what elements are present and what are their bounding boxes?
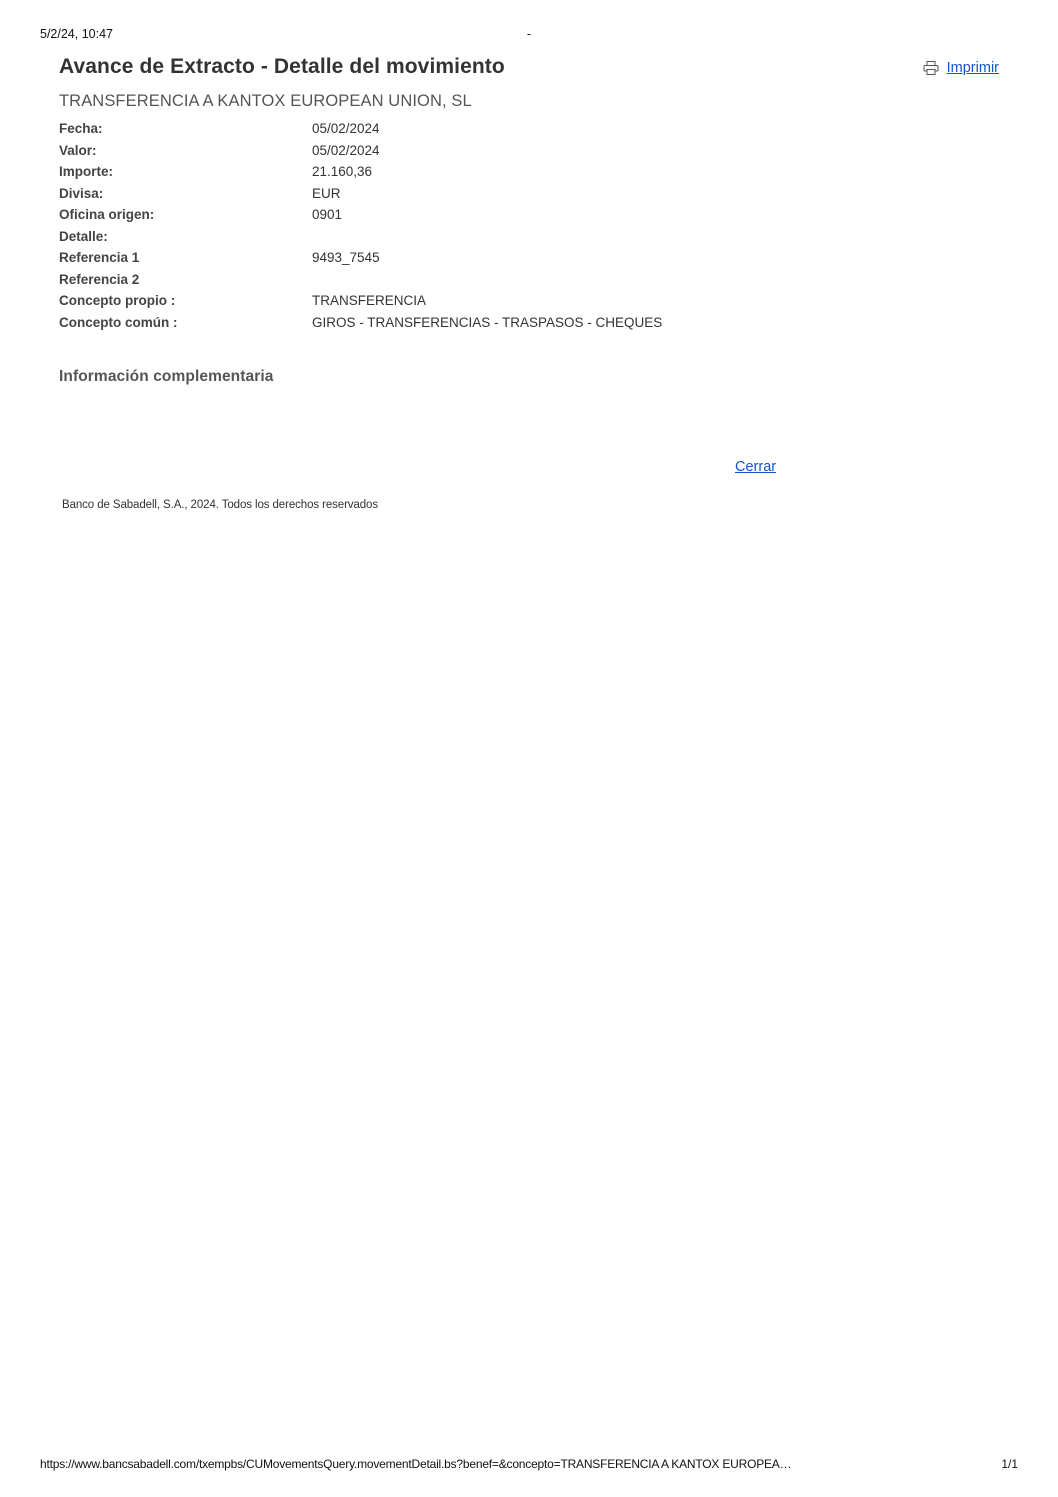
row-label: Concepto propio :: [59, 293, 176, 308]
table-row: [59, 290, 662, 312]
row-label: Fecha:: [59, 121, 103, 136]
row-label: Valor:: [59, 142, 97, 158]
row-value: [312, 269, 662, 291]
print-action[interactable]: [923, 60, 999, 76]
row-value: 0901: [312, 207, 343, 222]
printer-icon: [923, 61, 939, 75]
table-row: [59, 183, 662, 205]
row-value: EUR: [312, 185, 341, 201]
row-label: Oficina origen:: [59, 207, 155, 222]
row-value: GIROS - TRANSFERENCIAS - TRASPASOS - CHEQUES: [312, 314, 663, 330]
row-value: 05/02/2024: [312, 142, 380, 158]
table-row: [59, 118, 662, 140]
row-label: Referencia 2: [59, 271, 140, 287]
row-value: 05/02/2024: [312, 121, 380, 136]
row-value: [312, 226, 662, 248]
table-row: [59, 247, 662, 269]
row-label: Referencia 1: [59, 250, 140, 265]
section-heading-informacion-complementaria: Información complementaria: [59, 368, 274, 385]
row-label: Importe:: [59, 164, 113, 179]
title-row: [59, 55, 999, 85]
footer-url: https://www.bancsabadell.com/txempbs/CUMovementsQuery.movementDetail.bs?benef=&concepto=TRANSFERENCIA A KANTOX EUROPEA…: [40, 1457, 792, 1471]
row-label: Concepto común :: [59, 314, 178, 330]
row-value: TRANSFERENCIA: [312, 293, 427, 308]
document-body: [59, 55, 999, 511]
close-row: [59, 459, 999, 479]
row-value: 9493_7545: [312, 250, 380, 265]
print-link[interactable]: Imprimir: [946, 60, 999, 76]
table-row: [59, 204, 662, 226]
row-value: 21.160,36: [312, 164, 373, 179]
movement-detail-table: [59, 118, 662, 333]
table-row: [59, 312, 662, 334]
table-row: [59, 269, 662, 291]
print-timestamp: 5/2/24, 10:47: [40, 27, 113, 41]
close-link[interactable]: Cerrar: [735, 459, 777, 475]
table-row: [59, 140, 662, 162]
print-footer: [0, 1457, 1058, 1475]
print-page-title: -: [526, 27, 532, 41]
copyright-text: Banco de Sabadell, S.A., 2024. Todos los derechos reservados: [62, 499, 378, 511]
footer-page-number: 1/1: [1001, 1457, 1018, 1471]
row-label: Divisa:: [59, 185, 104, 201]
page-title: Avance de Extracto - Detalle del movimiento: [59, 55, 505, 78]
print-header: [0, 27, 1058, 45]
table-row: [59, 226, 662, 248]
row-label: Detalle:: [59, 228, 108, 244]
movement-subtitle: TRANSFERENCIA A KANTOX EUROPEAN UNION, SL: [59, 92, 472, 110]
table-row: [59, 161, 662, 183]
